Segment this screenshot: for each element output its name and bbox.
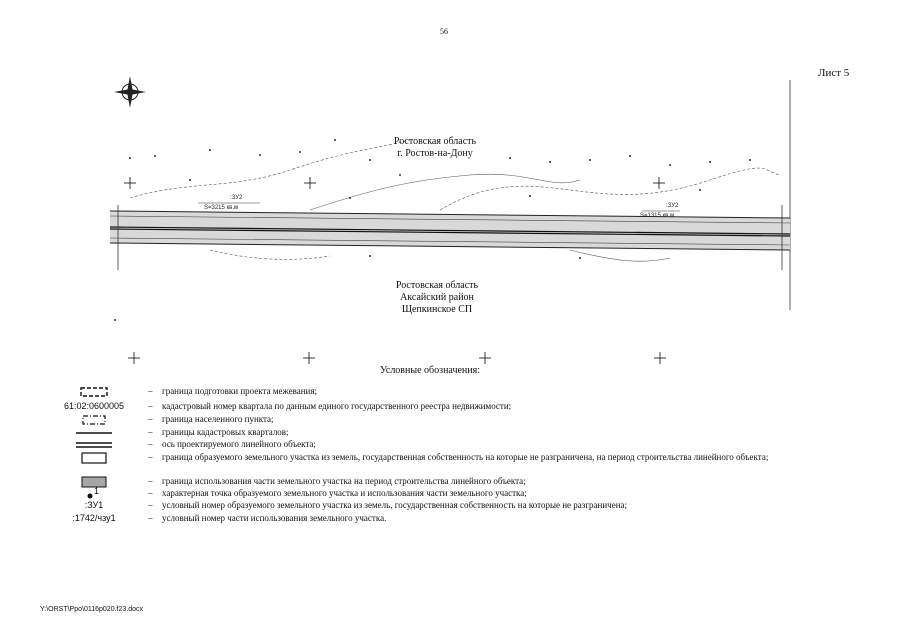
- legend-item-part-number: :1742/чзу1 – условный номер части использования земельного участка.: [54, 513, 794, 525]
- map-drawing: [110, 80, 800, 370]
- region-top-line-1: Ростовская область: [393, 136, 477, 147]
- legend-item-characteristic-point: 1 – характерная точка образуемого земельного участка и использования части земельного участка;: [54, 488, 794, 500]
- legend-item-settlement-boundary: – граница населенного пункта;: [54, 414, 794, 426]
- legend-text: условный номер образуемого земельного участка из земель, государственная собственность на которые не разграничена;: [162, 500, 628, 510]
- region-bottom-line-2: Аксайский район: [400, 292, 474, 303]
- legend-symbol: [54, 414, 134, 426]
- legend-item-partial-use: – граница использования части земельного участка на период строительства линейного объекта;: [54, 476, 794, 488]
- legend-text: границы кадастровых кварталов;: [162, 427, 289, 437]
- region-label-bottom: [362, 280, 512, 316]
- legend-symbol: [54, 488, 134, 500]
- legend-text: кадастровый номер квартала по данным единого государственного реестра недвижимости;: [162, 401, 512, 411]
- legend-text: характерная точка образуемого земельного участка и использования части земельного участка;: [162, 488, 527, 498]
- legend-symbol: 61:02:0600005: [63, 401, 125, 411]
- footer-file-path: Y:\ORST\Ppo\0116p020.f23.docx: [40, 606, 143, 613]
- legend-item-parcel-number: :ЗУ1 – условный номер образуемого земельного участка из земель, государственная собственность на которые не разграничена;: [54, 500, 794, 512]
- region-bottom-line-1: Ростовская область: [395, 280, 479, 291]
- legend-text: граница образуемого земельного участка из земель, государственная собственность на которые не разграничена, на период строительства линейного объекта;: [162, 452, 769, 462]
- legend-title: Условные обозначения:: [380, 365, 481, 376]
- legend-symbol: :1742/чзу1: [72, 513, 116, 523]
- legend-item-parcel-boundary: – граница образуемого земельного участка из земель, государственная собственность на которые не разграничена, на период строительства линейного объекта;: [54, 452, 794, 464]
- legend-symbol: [54, 386, 134, 398]
- parcel-label-left: :ЗУ2: [230, 195, 243, 201]
- legend-item-cadastral-number: 61:02:0600005 – кадастровый номер квартала по данным единого государственного реестра недвижимости;: [54, 401, 794, 413]
- area-label-left: S=3215 кв.м: [204, 205, 239, 211]
- legend-item-axis: – ось проектируемого линейного объекта;: [54, 439, 794, 451]
- region-label-top: [360, 136, 510, 160]
- legend-item-cadastral-quarters: – границы кадастровых кварталов;: [54, 427, 794, 439]
- legend-symbol: [54, 452, 134, 464]
- legend-symbol: [54, 427, 134, 439]
- parcel-label-right: :ЗУ2: [666, 203, 679, 209]
- legend-symbol: [54, 439, 134, 451]
- legend-text: ось проектируемого линейного объекта;: [162, 439, 316, 449]
- legend-item-project-boundary: – граница подготовки проекта межевания;: [54, 386, 794, 398]
- legend-symbol-number: 1: [94, 486, 100, 496]
- legend-text: граница использования части земельного участка на период строительства линейного объекта;: [162, 476, 526, 486]
- legend-symbol: :ЗУ1: [84, 500, 104, 510]
- sheet-label: Лист 5: [818, 67, 850, 79]
- area-label-right: S=1315 кв.м: [640, 213, 675, 219]
- region-top-line-2: г. Ростов-на-Дону: [397, 148, 473, 159]
- legend-text: граница населенного пункта;: [162, 414, 274, 424]
- legend-text: условный номер части использования земельного участка.: [162, 513, 387, 523]
- region-bottom-line-3: Щепкинское СП: [401, 304, 473, 315]
- page-number: 56: [440, 27, 448, 36]
- legend-text: граница подготовки проекта межевания;: [162, 386, 318, 396]
